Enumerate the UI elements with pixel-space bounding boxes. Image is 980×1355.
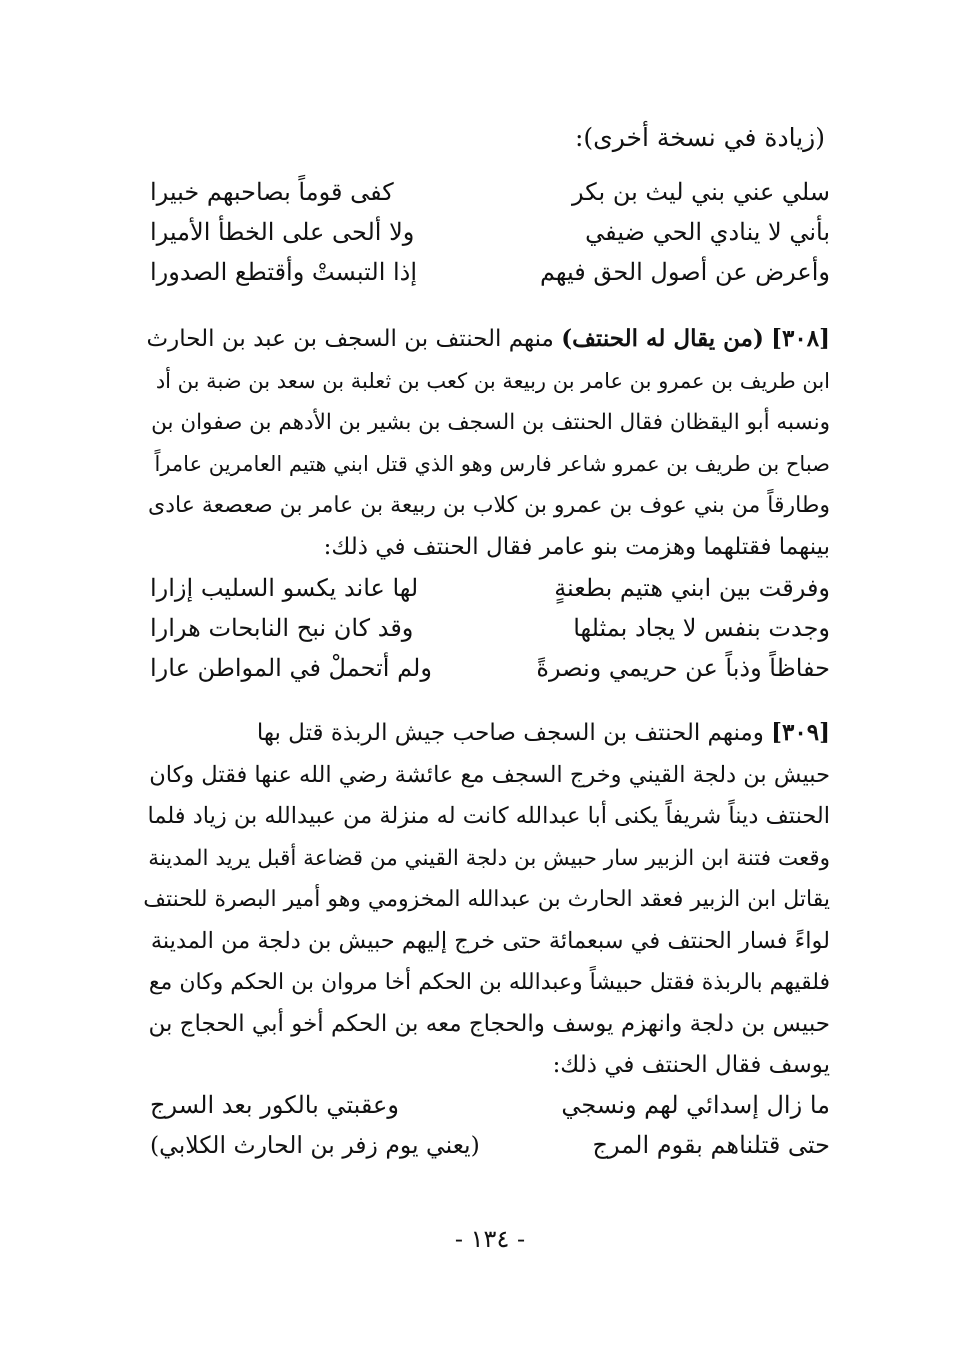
page-number: - ١٣٤ - bbox=[454, 1225, 526, 1253]
entry-title: (من يقال له الحنتف) bbox=[561, 325, 764, 352]
verse-second-hemistich: وعقبتي بالكور بعد السرج bbox=[150, 1091, 399, 1119]
verse-line bbox=[150, 1125, 830, 1165]
paragraph-line: حبيس بن دلجة وانهزم يوسف والحجاج معه بن الحكم أخو أبي الحجاج بن bbox=[148, 1010, 830, 1037]
paragraph-line: صباح بن طريف بن عمرو شاعر فارس وهو الذي قتل ابني هتيم العامرين عامراً bbox=[154, 451, 830, 476]
verse-line bbox=[150, 252, 830, 292]
paragraph-line: يوسف فقال الحنتف في ذلك: bbox=[552, 1052, 830, 1078]
verse-first-hemistich: بأني لا ينادي الحي ضيفي bbox=[585, 218, 830, 246]
verse-line bbox=[150, 1085, 830, 1125]
entry-308-paragraph bbox=[142, 318, 830, 568]
paragraph-line: يقاتل ابن الزبير فعقد الحارث بن عبدالله المخزومي وهو أمير البصرة للحنتف bbox=[143, 887, 830, 912]
paragraph-line: لواءً فسار الحنتف في سبعمائة حتى خرج إليهم حبيش بن دلجة من المدينة bbox=[150, 927, 830, 954]
paragraph-line bbox=[142, 712, 830, 755]
paragraph-line: ونسبه أبو اليقظان فقال الحنتف بن السجف بن بشير بن الأدهم بن صفوان بن bbox=[151, 410, 830, 435]
paragraph-line: ابن طريف بن عمرو بن عامر بن ربيعة بن كعب بن ثعلبة بن سعد بن ضبة بن أد bbox=[155, 368, 830, 393]
poem-1 bbox=[150, 172, 830, 292]
verse-second-hemistich: وقد كان نبح النابحات هرارا bbox=[150, 614, 414, 642]
verse-first-hemistich: سلي عني بني ليث بن بكر bbox=[572, 178, 830, 206]
section-heading: (زيادة في نسخة أخرى): bbox=[575, 123, 825, 152]
verse-first-hemistich: حتى قتلناهم بقوم المرج bbox=[592, 1131, 830, 1159]
verse-second-hemistich: كفى قوماً بصاحبهم خبيرا bbox=[150, 178, 394, 206]
verse-line bbox=[150, 172, 830, 212]
poem-3 bbox=[150, 1085, 830, 1165]
paragraph-text: ومنهم الحنتف بن السجف صاحب جيش الربذة قتل بها bbox=[256, 720, 764, 746]
verse-first-hemistich: وجدت بنفس لا يجاد بمثلها bbox=[573, 614, 830, 642]
entry-number: [٣٠٩] bbox=[771, 719, 830, 746]
verse-first-hemistich: وأعرض عن أصول الحق فيهم bbox=[539, 258, 830, 286]
verse-second-hemistich: (يعني يوم زفر بن الحارث الكلابي) bbox=[150, 1131, 480, 1159]
paragraph-text: منهم الحنتف بن السجف بن عبد بن الحارث bbox=[146, 326, 554, 352]
paragraph-line: حبيش بن دلجة القيني وخرج السجف مع عائشة رضي الله عنها فقتل وكان bbox=[149, 761, 830, 788]
poem-2 bbox=[150, 568, 830, 688]
paragraph-line: وقعت فتنة ابن الزبير سار حبيش بن دلجة القيني من قضاعة أقبل يريد المدينة bbox=[148, 845, 830, 871]
verse-second-hemistich: ولا ألحى على الخطأ الأميرا bbox=[150, 218, 415, 246]
verse-first-hemistich: حفاظاً وذباً عن حريمي ونصرةً bbox=[536, 654, 830, 682]
paragraph-line: بينهما فقتلهما وهزمت بنو عامر فقال الحنتف في ذلك: bbox=[323, 533, 830, 560]
paragraph-line: فلقيهم بالربذة فقتل حبيشاً وعبدالله بن الحكم أخا مروان بن الحكم وكان مع bbox=[148, 970, 830, 995]
entry-number: [٣٠٨] bbox=[771, 325, 830, 352]
verse-second-hemistich: لها عاند يكسو السليب إزارا bbox=[150, 574, 419, 602]
verse-second-hemistich: إذا التبستْ وأقتطع الصدورا bbox=[150, 258, 418, 286]
paragraph-line: الحنتف ديناً شريفاً يكنى أبا عبدالله كانت له منزلة من عبيدالله بن زياد فلما bbox=[147, 803, 830, 829]
verse-first-hemistich: وفرقت بين ابني هتيم بطعنةٍ bbox=[554, 574, 830, 602]
verse-line bbox=[150, 648, 830, 688]
verse-second-hemistich: ولم أتحملْ في المواطن عارا bbox=[150, 654, 432, 682]
verse-line bbox=[150, 608, 830, 648]
verse-line bbox=[150, 568, 830, 608]
paragraph-line: وطارقاً من بني عوف بن عمرو بن كلاب بن ربيعة بن عامر بن صعصعة عادى bbox=[148, 493, 830, 518]
verse-line bbox=[150, 212, 830, 252]
paragraph-line bbox=[142, 318, 830, 361]
entry-309-paragraph bbox=[142, 712, 830, 1087]
verse-first-hemistich: ما زال إسدائي لهم ونسجي bbox=[561, 1091, 830, 1119]
